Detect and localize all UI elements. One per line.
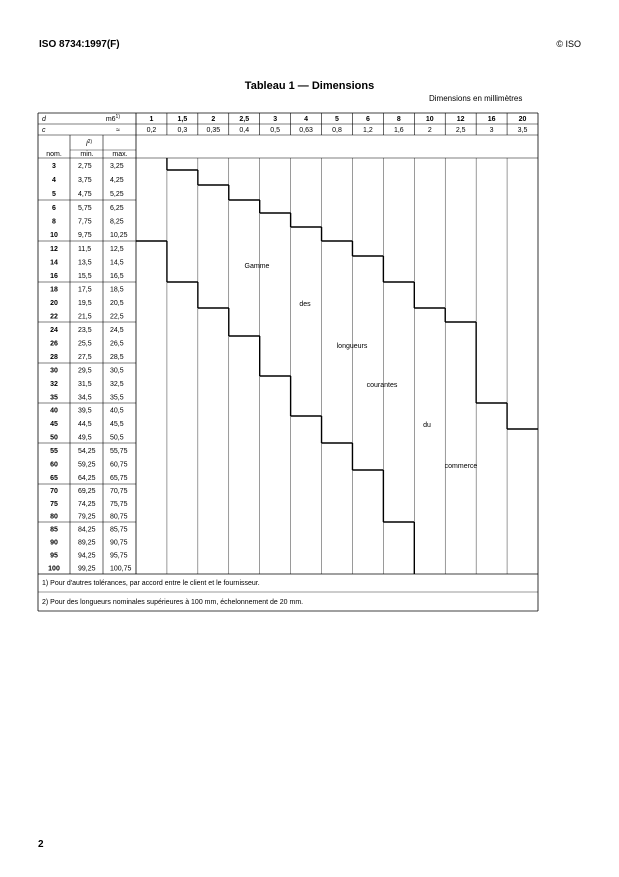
row-nom: 12 (50, 245, 58, 253)
row-max: 16,5 (110, 273, 124, 281)
row-min: 4,75 (78, 191, 92, 199)
d-value: 2,5 (239, 116, 250, 123)
row-nom: 5 (52, 191, 56, 199)
c-value: 1,2 (363, 127, 373, 134)
row-min: 49,5 (78, 434, 92, 442)
d-value: 1,5 (177, 116, 188, 123)
c-value: 0,35 (206, 127, 221, 134)
row-nom: 3 (52, 163, 56, 171)
c-value: 0,5 (270, 127, 281, 134)
row-max: 30,5 (110, 367, 124, 375)
d-value: 3 (273, 116, 278, 123)
row-min: 79,25 (78, 513, 96, 521)
c-value: 0,8 (332, 127, 342, 134)
d-value: 6 (365, 116, 370, 123)
page-number: 2 (38, 839, 44, 850)
d-value: 20 (518, 116, 527, 123)
row-min: 89,25 (78, 539, 96, 547)
row-max: 3,25 (110, 163, 124, 171)
d-value: 5 (335, 116, 339, 123)
row-max: 35,5 (110, 394, 124, 402)
row-min: 94,25 (78, 552, 96, 560)
c-value: 3,5 (517, 127, 528, 134)
row-min: 34,5 (78, 394, 92, 402)
d-value: 12 (456, 116, 465, 123)
c-approx: ≈ (116, 127, 120, 134)
row-nom: 60 (50, 461, 58, 469)
c-value: 2 (427, 127, 432, 134)
range-word: longueurs (336, 343, 368, 350)
row-min: 3,75 (78, 177, 92, 185)
c-value: 2,5 (455, 127, 466, 134)
row-min: 39,5 (78, 407, 92, 415)
row-nom: 40 (50, 407, 58, 415)
units-note: Dimensions en millimètres (429, 94, 523, 103)
row-nom: 28 (50, 354, 58, 362)
range-word: commerce (444, 463, 478, 470)
row-max: 8,25 (110, 218, 124, 226)
row-nom: 55 (50, 447, 58, 455)
row-max: 18,5 (110, 286, 124, 294)
row-nom: 6 (52, 204, 56, 212)
row-min: 29,5 (78, 367, 92, 375)
row-min: 17,5 (78, 286, 92, 294)
d-tolerance: m6$^{1)}$ (105, 114, 120, 123)
row-min: 5,75 (78, 204, 92, 212)
row-max: 5,25 (110, 191, 124, 199)
row-nom: 26 (50, 340, 58, 348)
d-label: d (42, 116, 46, 123)
range-word: courantes (366, 382, 398, 389)
row-max: 10,25 (110, 232, 128, 240)
row-max: 70,75 (110, 488, 128, 496)
row-nom: 18 (50, 286, 58, 294)
row-min: 59,25 (78, 461, 96, 469)
c-value: 0,3 (177, 127, 188, 134)
row-nom: 80 (50, 513, 58, 521)
row-nom: 85 (50, 526, 58, 534)
row-max: 26,5 (110, 340, 124, 348)
row-max: 24,5 (110, 326, 124, 334)
d-tolerance-sup: 1) (115, 114, 120, 120)
row-nom: 4 (52, 177, 56, 185)
row-max: 55,75 (110, 447, 128, 455)
row-nom: 50 (50, 434, 58, 442)
row-min: 84,25 (78, 526, 96, 534)
c-label: c (42, 127, 46, 134)
row-nom: 22 (50, 313, 58, 321)
row-min: 69,25 (78, 488, 96, 496)
c-value: 1,6 (393, 127, 404, 134)
row-nom: 10 (50, 232, 58, 240)
row-min: 31,5 (78, 380, 92, 388)
row-max: 22,5 (110, 313, 124, 321)
row-nom: 16 (50, 273, 58, 281)
row-max: 90,75 (110, 539, 128, 547)
row-max: 85,75 (110, 526, 128, 534)
row-min: 7,75 (78, 218, 92, 226)
row-max: 100,75 (110, 565, 132, 573)
row-nom: 20 (50, 299, 58, 307)
row-min: 25,5 (78, 340, 92, 348)
l-label: $l^{2)}$ (86, 139, 93, 148)
row-max: 4,25 (110, 177, 124, 185)
row-max: 95,75 (110, 552, 128, 560)
row-min: 15,5 (78, 273, 92, 281)
row-nom: 70 (50, 488, 58, 496)
row-max: 32,5 (110, 380, 124, 388)
row-nom: 30 (50, 367, 58, 375)
row-max: 50,5 (110, 434, 124, 442)
row-max: 20,5 (110, 299, 124, 307)
document-id: ISO 8734:1997(F) (39, 39, 120, 50)
range-word: des (299, 301, 311, 308)
d-value: 10 (425, 116, 434, 123)
footnote-2: 2) Pour des longueurs nominales supérieures à 100 mm, échelonnement de 20 mm. (42, 599, 304, 606)
l-sup: 2) (87, 139, 93, 145)
row-nom: 8 (52, 218, 56, 226)
row-max: 6,25 (110, 204, 124, 212)
row-max: 28,5 (110, 354, 124, 362)
d-value: 2 (211, 116, 216, 123)
row-max: 80,75 (110, 513, 128, 521)
d-value: 4 (304, 116, 309, 123)
col-min: min. (80, 151, 94, 158)
row-min: 54,25 (78, 447, 96, 455)
row-max: 75,75 (110, 500, 128, 508)
table-title: Tableau 1 — Dimensions (244, 80, 375, 92)
d-value: 1 (149, 116, 154, 123)
d-value: 8 (396, 116, 401, 123)
row-nom: 75 (50, 500, 58, 508)
row-max: 45,5 (110, 420, 124, 428)
row-min: 9,75 (78, 232, 92, 240)
row-min: 64,25 (78, 475, 96, 483)
c-value: 0,63 (299, 127, 313, 134)
copyright: © ISO (556, 39, 581, 49)
c-value: 3 (489, 127, 494, 134)
row-nom: 65 (50, 475, 58, 483)
row-nom: 95 (50, 552, 58, 560)
d-value: 16 (487, 116, 496, 123)
range-word: du (423, 422, 431, 429)
row-nom: 45 (50, 420, 58, 428)
row-nom: 35 (50, 394, 58, 402)
row-min: 99,25 (78, 565, 96, 573)
row-max: 12,5 (110, 245, 124, 253)
c-value: 0,4 (239, 127, 250, 134)
row-min: 27,5 (78, 354, 92, 362)
row-min: 13,5 (78, 259, 92, 267)
col-max: max. (112, 151, 128, 158)
row-nom: 14 (50, 259, 58, 267)
row-min: 11,5 (78, 245, 92, 253)
row-max: 14,5 (110, 259, 124, 267)
row-nom: 24 (50, 326, 58, 334)
row-nom: 100 (48, 565, 60, 573)
row-max: 60,75 (110, 461, 128, 469)
row-min: 23,5 (78, 326, 92, 334)
row-max: 65,75 (110, 475, 128, 483)
row-min: 19,5 (78, 299, 92, 307)
row-max: 40,5 (110, 407, 124, 415)
row-min: 74,25 (78, 500, 96, 508)
c-value: 0,2 (146, 127, 157, 134)
row-min: 2,75 (78, 163, 92, 171)
range-word: Gamme (244, 263, 270, 270)
row-nom: 90 (50, 539, 58, 547)
row-nom: 32 (50, 380, 58, 388)
row-min: 44,5 (78, 420, 92, 428)
row-min: 21,5 (78, 313, 92, 321)
footnote-1: 1) Pour d'autres tolérances, par accord entre le client et le fournisseur. (42, 580, 260, 587)
col-nom: nom. (46, 151, 62, 158)
